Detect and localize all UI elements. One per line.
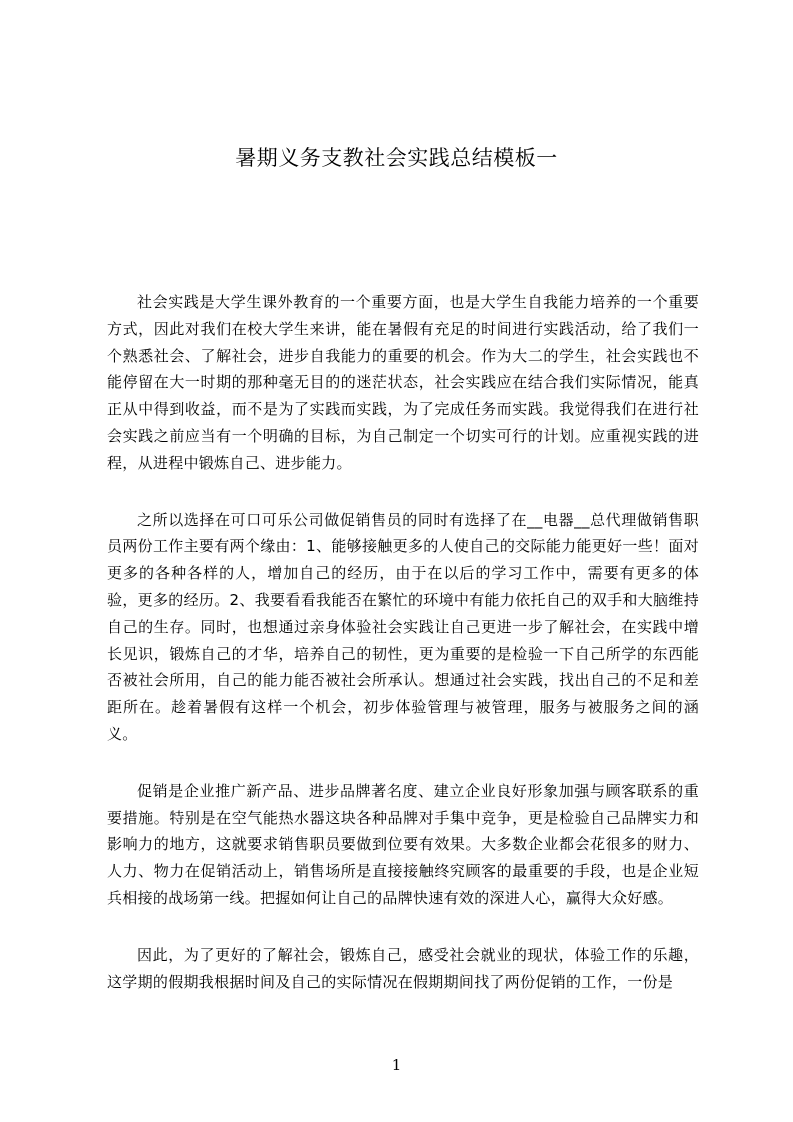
paragraph-summer-jobs: 因此，为了更好的了解社会，锻炼自己，感受社会就业的现状，体验工作的乐趣，这学期的假期我根据时间及自己的实际情况在假期期间找了两份促销的工作，一份是 — [107, 945, 699, 991]
paragraph-job-reasons: 之所以选择在可口可乐公司做促销售员的同时有选择了在__电器__总代理做销售职员两份工作主要有两个缘由：1、能够接触更多的人使自己的交际能力能更好一些！面对更多的各种各样的人，增加自己的经历，由于在以后的学习工作中，需要有更多的体验，更多的经历。2、我要看看我能否在繁忙的环境中有能力依托自己的双手和大脑维持自己的生存。同时，也想通过亲身体验社会实践让自己更进一步了解社会，在实践中增长见识，锻炼自己的才华，培养自己的韧性，更为重要的是检验一下自己所学的东西能否被社会所用，自己的能力能否被社会所承认。想通过社会实践，找出自己的不足和差距所在。趁着暑假有这样一个机会，初步体验管理与被管理，服务与被服务之间的涵义。 — [107, 510, 699, 743]
paragraph-promotion-role: 促销是企业推广新产品、进步品牌著名度、建立企业良好形象加强与顾客联系的重要措施。特别是在空气能热水器这块各种品牌对手集中竞争，更是检验自己品牌实力和影响力的地方，这就要求销售职员要做到位要有效果。大多数企业都会花很多的财力、人力、物力在促销活动上，销售场所是直接接触终究顾客的最重要的手段，也是企业短兵相接的战场第一线。把握如何让自己的品牌快速有效的深进人心，赢得大众好感。 — [107, 781, 699, 907]
document-body — [107, 289, 699, 1025]
document-title: 暑期义务支教社会实践总结模板一 — [235, 146, 558, 170]
page-number: 1 — [391, 1056, 402, 1074]
paragraph-social-practice-importance: 社会实践是大学生课外教育的一个重要方面，也是大学生自我能力培养的一个重要方式，因此对我们在校大学生来讲，能在暑假有充足的时间进行实践活动，给了我们一个熟悉社会、了解社会，进步自我能力的重要的机会。作为大二的学生，社会实践也不能停留在大一时期的那种毫无目的的迷茫状态，社会实践应在结合我们实际情况，能真正从中得到收益，而不是为了实践而实践，为了完成任务而实践。我觉得我们在进行社会实践之前应当有一个明确的目标，为自己制定一个切实可行的计划。应重视实践的进程，从进程中锻炼自己、进步能力。 — [107, 293, 699, 472]
